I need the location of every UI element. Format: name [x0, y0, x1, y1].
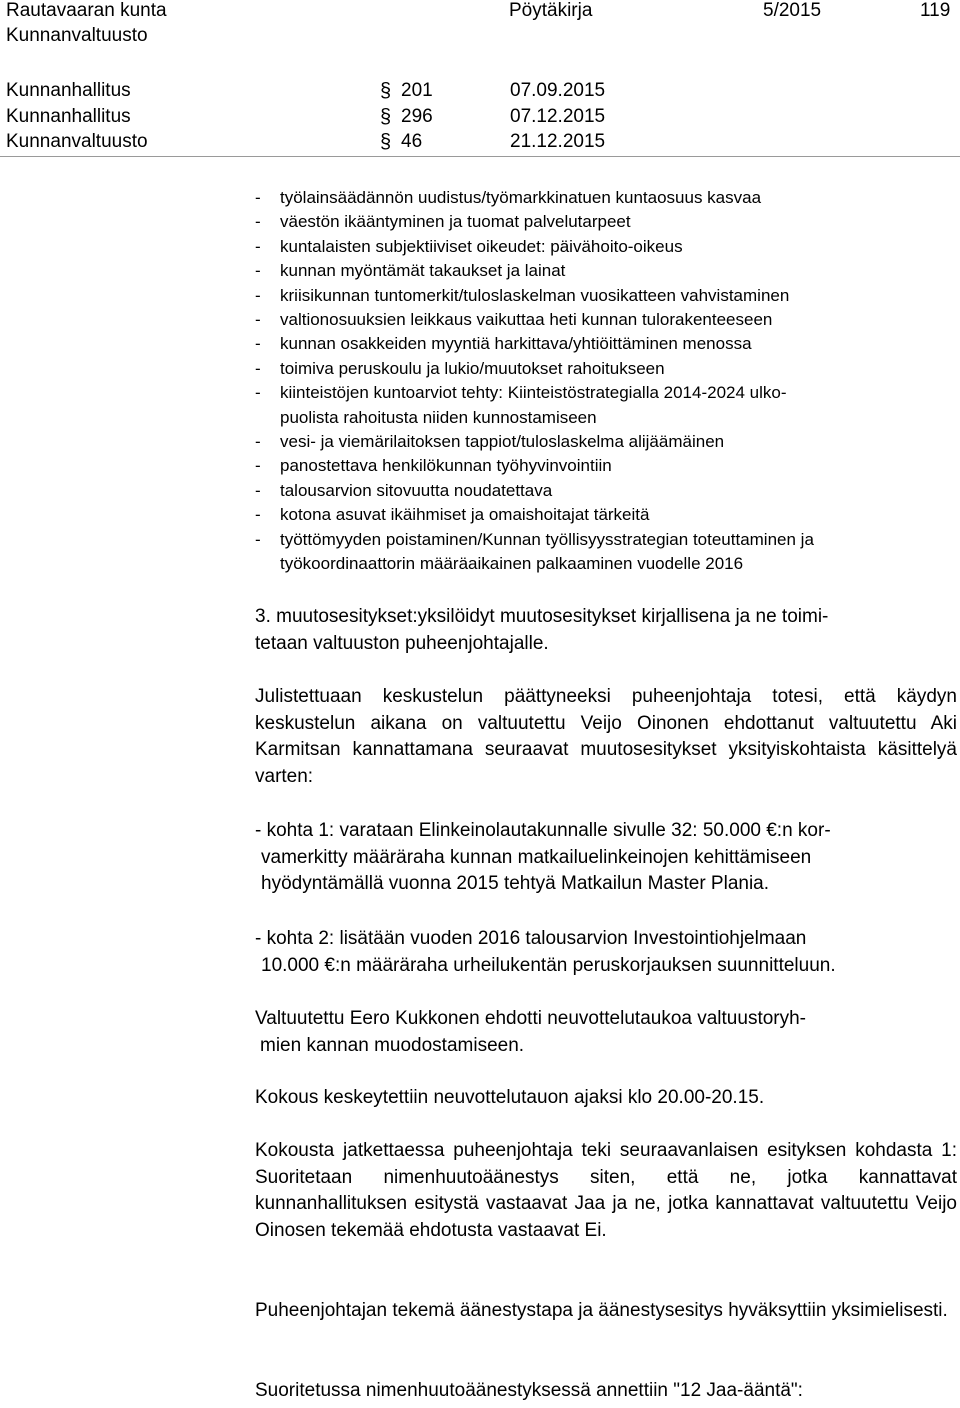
list-item: - työttömyyden poistaminen/Kunnan työllisyysstrategian toteuttaminen ja työkoordinaattorin määräaikainen palkaaminen vuodelle 2016 — [255, 529, 814, 574]
list-item: - kriisikunnan tuntomerkit/tuloslaskelman vuosikatteen vahvistaminen — [255, 285, 790, 305]
history-organ: Kunnanhallitus — [6, 80, 131, 101]
history-section-number: 296 — [401, 106, 433, 127]
discussion-summary-paragraph: Julistettuaan keskustelun päättyneeksi puheenjohtaja totesi, että käydyn keskustelun aikana on valtuutettu Veijo Oinonen ehdottanut valtuutettu Aki Karmitsan kannattamana seuraavat muutosesitykset yksityiskohtaista käsittelyä varten: — [255, 686, 957, 787]
voting-proposal-paragraph: Kokousta jatkettaessa puheenjohtaja teki seuraavanlaisen esityksen kohdasta 1: Suoritetaan nimenhuutoäänestys siten, että ne, jotka kannattavat kunnanhallituksen esitystä vastaavat Jaa ja ne, jotka kannattavat valtuutettu Veijo Oinosen tekemää ehdotusta vastaavat Ei. — [255, 1140, 957, 1241]
amendment-1-paragraph: - kohta 1: varataan Elinkeinolautakunnalle sivulle 32: 50.000 €:n kor- vamerkitty määräraha kunnan matkailuelinkeinojen kehittämiseen hyödyntämällä vuonna 2015 tehtyä Matkailun Master Plania. — [255, 820, 831, 895]
history-date: 07.12.2015 — [510, 106, 606, 127]
section-sign-icon: § — [380, 80, 392, 102]
history-date: 21.12.2015 — [510, 131, 606, 152]
history-section-number: 201 — [401, 80, 433, 101]
risk-factor-list — [255, 186, 955, 577]
history-date: 07.09.2015 — [510, 80, 606, 101]
section-sign-icon: § — [380, 106, 392, 128]
list-item: - kunnan myöntämät takaukset ja lainat — [255, 261, 566, 281]
list-item: - työlainsäädännön uudistus/työmarkkinatuen kuntaosuus kasvaa — [255, 188, 762, 207]
meeting-paused-paragraph: Kokous keskeytettiin neuvottelutauon ajaksi klo 20.00-20.15. — [255, 1087, 765, 1108]
history-organ: Kunnanhallitus — [6, 106, 131, 127]
organ-name: Kunnanvaltuusto — [6, 25, 148, 46]
list-item: - valtionosuuksien leikkaus vaikuttaa heti kunnan tulorakenteeseen — [255, 310, 773, 330]
list-item: - toimiva peruskoulu ja lukio/muutokset rahoitukseen — [255, 358, 665, 378]
document-issue: 5/2015 — [763, 0, 822, 21]
list-item: - panostettava henkilökunnan työhyvinvointiin — [255, 456, 612, 476]
negotiation-break-proposal: Valtuutettu Eero Kukkonen ehdotti neuvottelutaukoa valtuustoryh- mien kannan muodostamiseen. — [255, 1008, 807, 1056]
section-sign-icon: § — [380, 131, 392, 153]
list-item: - talousarvion sitovuutta noudatettava — [255, 480, 553, 500]
page-number: 119 — [920, 0, 951, 21]
list-item: - kiinteistöjen kuntoarviot tehty: Kiinteistöstrategialla 2014-2024 ulko- puolista rahoitusta niiden kunnostamiseen — [255, 383, 787, 427]
history-section-number: 46 — [401, 131, 423, 152]
header-divider — [0, 156, 960, 157]
list-item: - kunnan osakkeiden myyntiä harkittava/yhtiöittäminen menossa — [255, 334, 752, 354]
list-item: - väestön ikääntyminen ja tuomat palvelutarpeet — [255, 212, 631, 232]
voting-method-approved-paragraph: Puheenjohtajan tekemä äänestystapa ja äänestysesitys hyväksyttiin yksimielisesti. — [255, 1300, 948, 1321]
municipality-name: Rautavaaran kunta — [6, 0, 167, 21]
document-type: Pöytäkirja — [509, 0, 593, 21]
list-item: - kotona asuvat ikäihmiset ja omaishoitajat tärkeitä — [255, 505, 650, 525]
amendment-2-paragraph: - kohta 2: lisätään vuoden 2016 talousarvion Investointiohjelmaan 10.000 €:n määräraha urheilukentän peruskorjauksen suunnitteluun. — [255, 928, 836, 976]
history-organ: Kunnanvaltuusto — [6, 131, 148, 152]
item-3-paragraph: 3. muutosesitykset:yksilöidyt muutosesitykset kirjallisena ja ne toimi- tetaan valtuuston puheenjohtajalle. — [255, 606, 829, 654]
list-item: - kuntalaisten subjektiiviset oikeudet: päivähoito-oikeus — [255, 236, 683, 256]
vote-result-paragraph: Suoritetussa nimenhuutoäänestyksessä annettiin "12 Jaa-ääntä": — [255, 1380, 803, 1401]
list-item: - vesi- ja viemärilaitoksen tappiot/tuloslaskelma alijäämäinen — [255, 432, 725, 452]
